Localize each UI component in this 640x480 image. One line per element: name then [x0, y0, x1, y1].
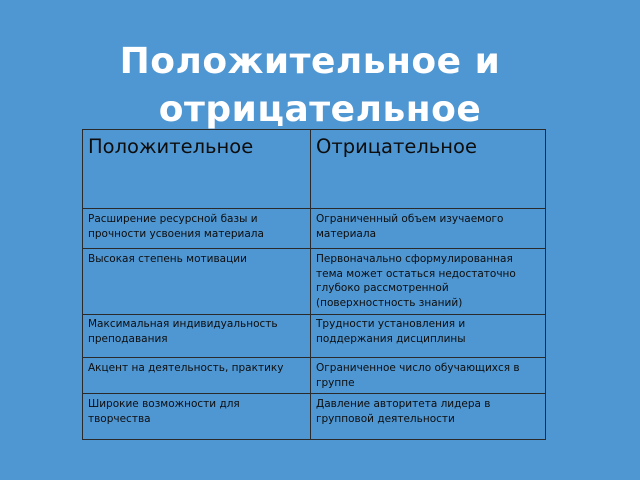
slide-title: [0, 38, 640, 134]
slide-title-line-1: Положительное и: [119, 41, 501, 83]
positive-cell: Высокая степень мотивации: [83, 249, 311, 315]
table-row: [83, 315, 546, 358]
table-row: [83, 249, 546, 315]
positive-cell: Расширение ресурсной базы и прочности усвоения материала: [83, 209, 311, 249]
negative-cell: Ограниченный объем изучаемого материала: [311, 209, 546, 249]
table-header-row: [83, 130, 546, 209]
negative-cell: Первоначально сформулированная тема может остаться недостаточно глубоко рассмотренной (поверхностность знаний): [311, 249, 546, 315]
table-row: [83, 358, 546, 394]
table-row: [83, 394, 546, 440]
positive-cell: Максимальная индивидуальность преподавания: [83, 315, 311, 358]
negative-cell: Трудности установления и поддержания дисциплины: [311, 315, 546, 358]
slide-title-line-2: отрицательное: [158, 89, 482, 131]
table-row: [83, 209, 546, 249]
positive-cell: Широкие возможности для творчества: [83, 394, 311, 440]
header-positive: Положительное: [83, 130, 311, 209]
positive-cell: Акцент на деятельность, практику: [83, 358, 311, 394]
negative-cell: Давление авторитета лидера в групповой деятельности: [311, 394, 546, 440]
header-negative: Отрицательное: [311, 130, 546, 209]
comparison-table: [82, 129, 546, 440]
negative-cell: Ограниченное число обучающихся в группе: [311, 358, 546, 394]
